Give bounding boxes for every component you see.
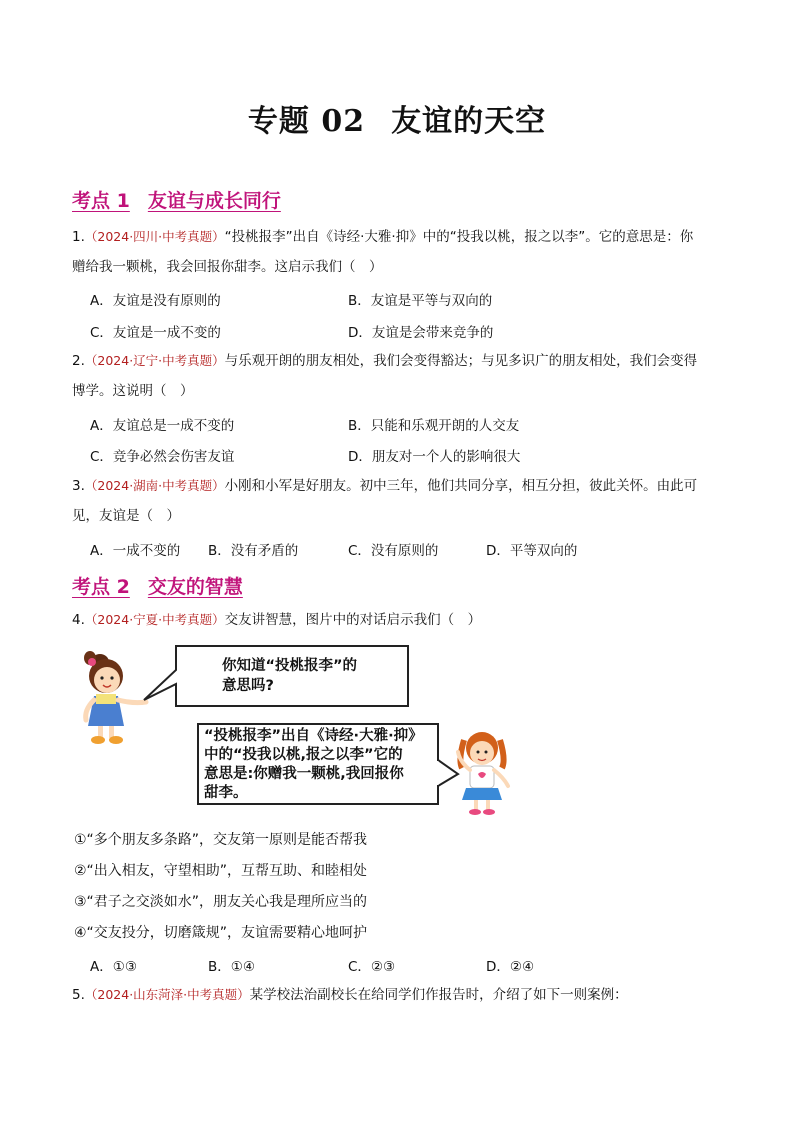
q2-option-b: B．只能和乐观开朗的人交友 (348, 418, 520, 434)
question-1-line2: 赠给我一颗桃，我会回报你甜李。这启示我们（ ） (72, 259, 383, 275)
question-text: “投桃报李”出自《诗经·大雅·抑》中的“投我以桃，报之以李”。它的意思是：你 (224, 229, 694, 245)
q4-option-c: C．②③ (348, 959, 396, 975)
q4-option-b: B．①④ (208, 959, 255, 975)
question-5-line1 (72, 980, 628, 1010)
q4-statement-1: ①“多个朋友多条路”，交友第一原则是能否帮我 (74, 832, 368, 848)
section-label: 考点 2 (72, 576, 130, 598)
section-name: 友谊与成长同行 (147, 190, 281, 212)
bubble-2-line: “投桃报李”出自《诗经·大雅·抑》 (204, 728, 423, 744)
q2-option-a: A．友谊总是一成不变的 (90, 418, 235, 434)
question-source: （2024·四川·中考真题） (84, 229, 225, 244)
question-number: 2. (72, 353, 85, 369)
question-source: （2024·辽宁·中考真题） (84, 353, 225, 368)
q2-option-d: D．朋友对一个人的影响很大 (348, 449, 521, 465)
question-source: （2024·山东菏泽·中考真题） (84, 987, 250, 1002)
question-source: （2024·宁夏·中考真题） (84, 612, 225, 627)
q3-option-d: D．平等双向的 (486, 543, 578, 559)
question-text: 与乐观开朗的朋友相处，我们会变得豁达；与见多识广的朋友相处，我们会变得 (224, 353, 698, 369)
q1-option-c: C．友谊是一成不变的 (90, 325, 221, 341)
question-number: 4. (72, 612, 85, 628)
q3-option-b: B．没有矛盾的 (208, 543, 299, 559)
bubble-2-line: 意思是:你赠我一颗桃,我回报你 (204, 766, 404, 782)
q1-option-a: A．友谊是没有原则的 (90, 293, 221, 309)
section-heading-1 (72, 186, 281, 213)
section-label: 考点 1 (72, 190, 130, 212)
section-name: 交友的智慧 (147, 576, 243, 598)
title-part2: 友谊的天空 (391, 104, 547, 139)
q1-option-d: D．友谊是会带来竞争的 (348, 325, 494, 341)
bubble-2-line: 中的“投我以桃,报之以李”它的 (204, 747, 403, 763)
bubble-2-line: 甜李。 (204, 785, 248, 801)
q1-option-b: B．友谊是平等与双向的 (348, 293, 493, 309)
bubble-1-line: 你知道“投桃报李”的 (222, 658, 358, 674)
q4-option-a: A．①③ (90, 959, 137, 975)
question-2-line2: 博学。这说明（ ） (72, 383, 194, 399)
girl-1-illustration (84, 651, 146, 744)
q4-statement-2: ②“出入相友，守望相助”，互帮互助、和睦相处 (74, 863, 368, 879)
question-text: 交友讲智慧，图片中的对话启示我们（ ） (224, 612, 482, 628)
bubble-1-text (222, 656, 357, 696)
question-text: 小刚和小军是好朋友。初中三年，他们共同分享，相互分担，彼此关怀。由此可 (224, 478, 698, 494)
bubble-1-line: 意思吗? (222, 678, 274, 694)
title-part1: 专题 02 (247, 104, 366, 139)
question-source: （2024·湖南·中考真题） (84, 478, 225, 493)
question-number: 3. (72, 478, 85, 494)
q3-option-a: A．一成不变的 (90, 543, 181, 559)
question-2-line1 (72, 346, 697, 376)
question-3-line1 (72, 471, 697, 501)
question-number: 5. (72, 987, 85, 1003)
section-heading-2 (72, 572, 243, 599)
q4-statement-3: ③“君子之交淡如水”，朋友关心我是理所应当的 (74, 894, 368, 910)
question-number: 1. (72, 229, 85, 245)
q4-statement-4: ④“交友投分，切磨箴规”，友谊需要精心地呵护 (74, 925, 368, 941)
bubble-2-text (204, 727, 423, 803)
page-title (0, 96, 794, 140)
question-3-line2: 见，友谊是（ ） (72, 508, 180, 524)
question-text: 某学校法治副校长在给同学们作报告时，介绍了如下一则案例： (249, 987, 628, 1003)
girl-2-illustration (458, 732, 508, 815)
q2-option-c: C．竞争必然会伤害友谊 (90, 449, 235, 465)
q4-option-d: D．②④ (486, 959, 535, 975)
question-1-line1 (72, 222, 693, 252)
question-4-line1 (72, 605, 481, 635)
q3-option-c: C．没有原则的 (348, 543, 439, 559)
